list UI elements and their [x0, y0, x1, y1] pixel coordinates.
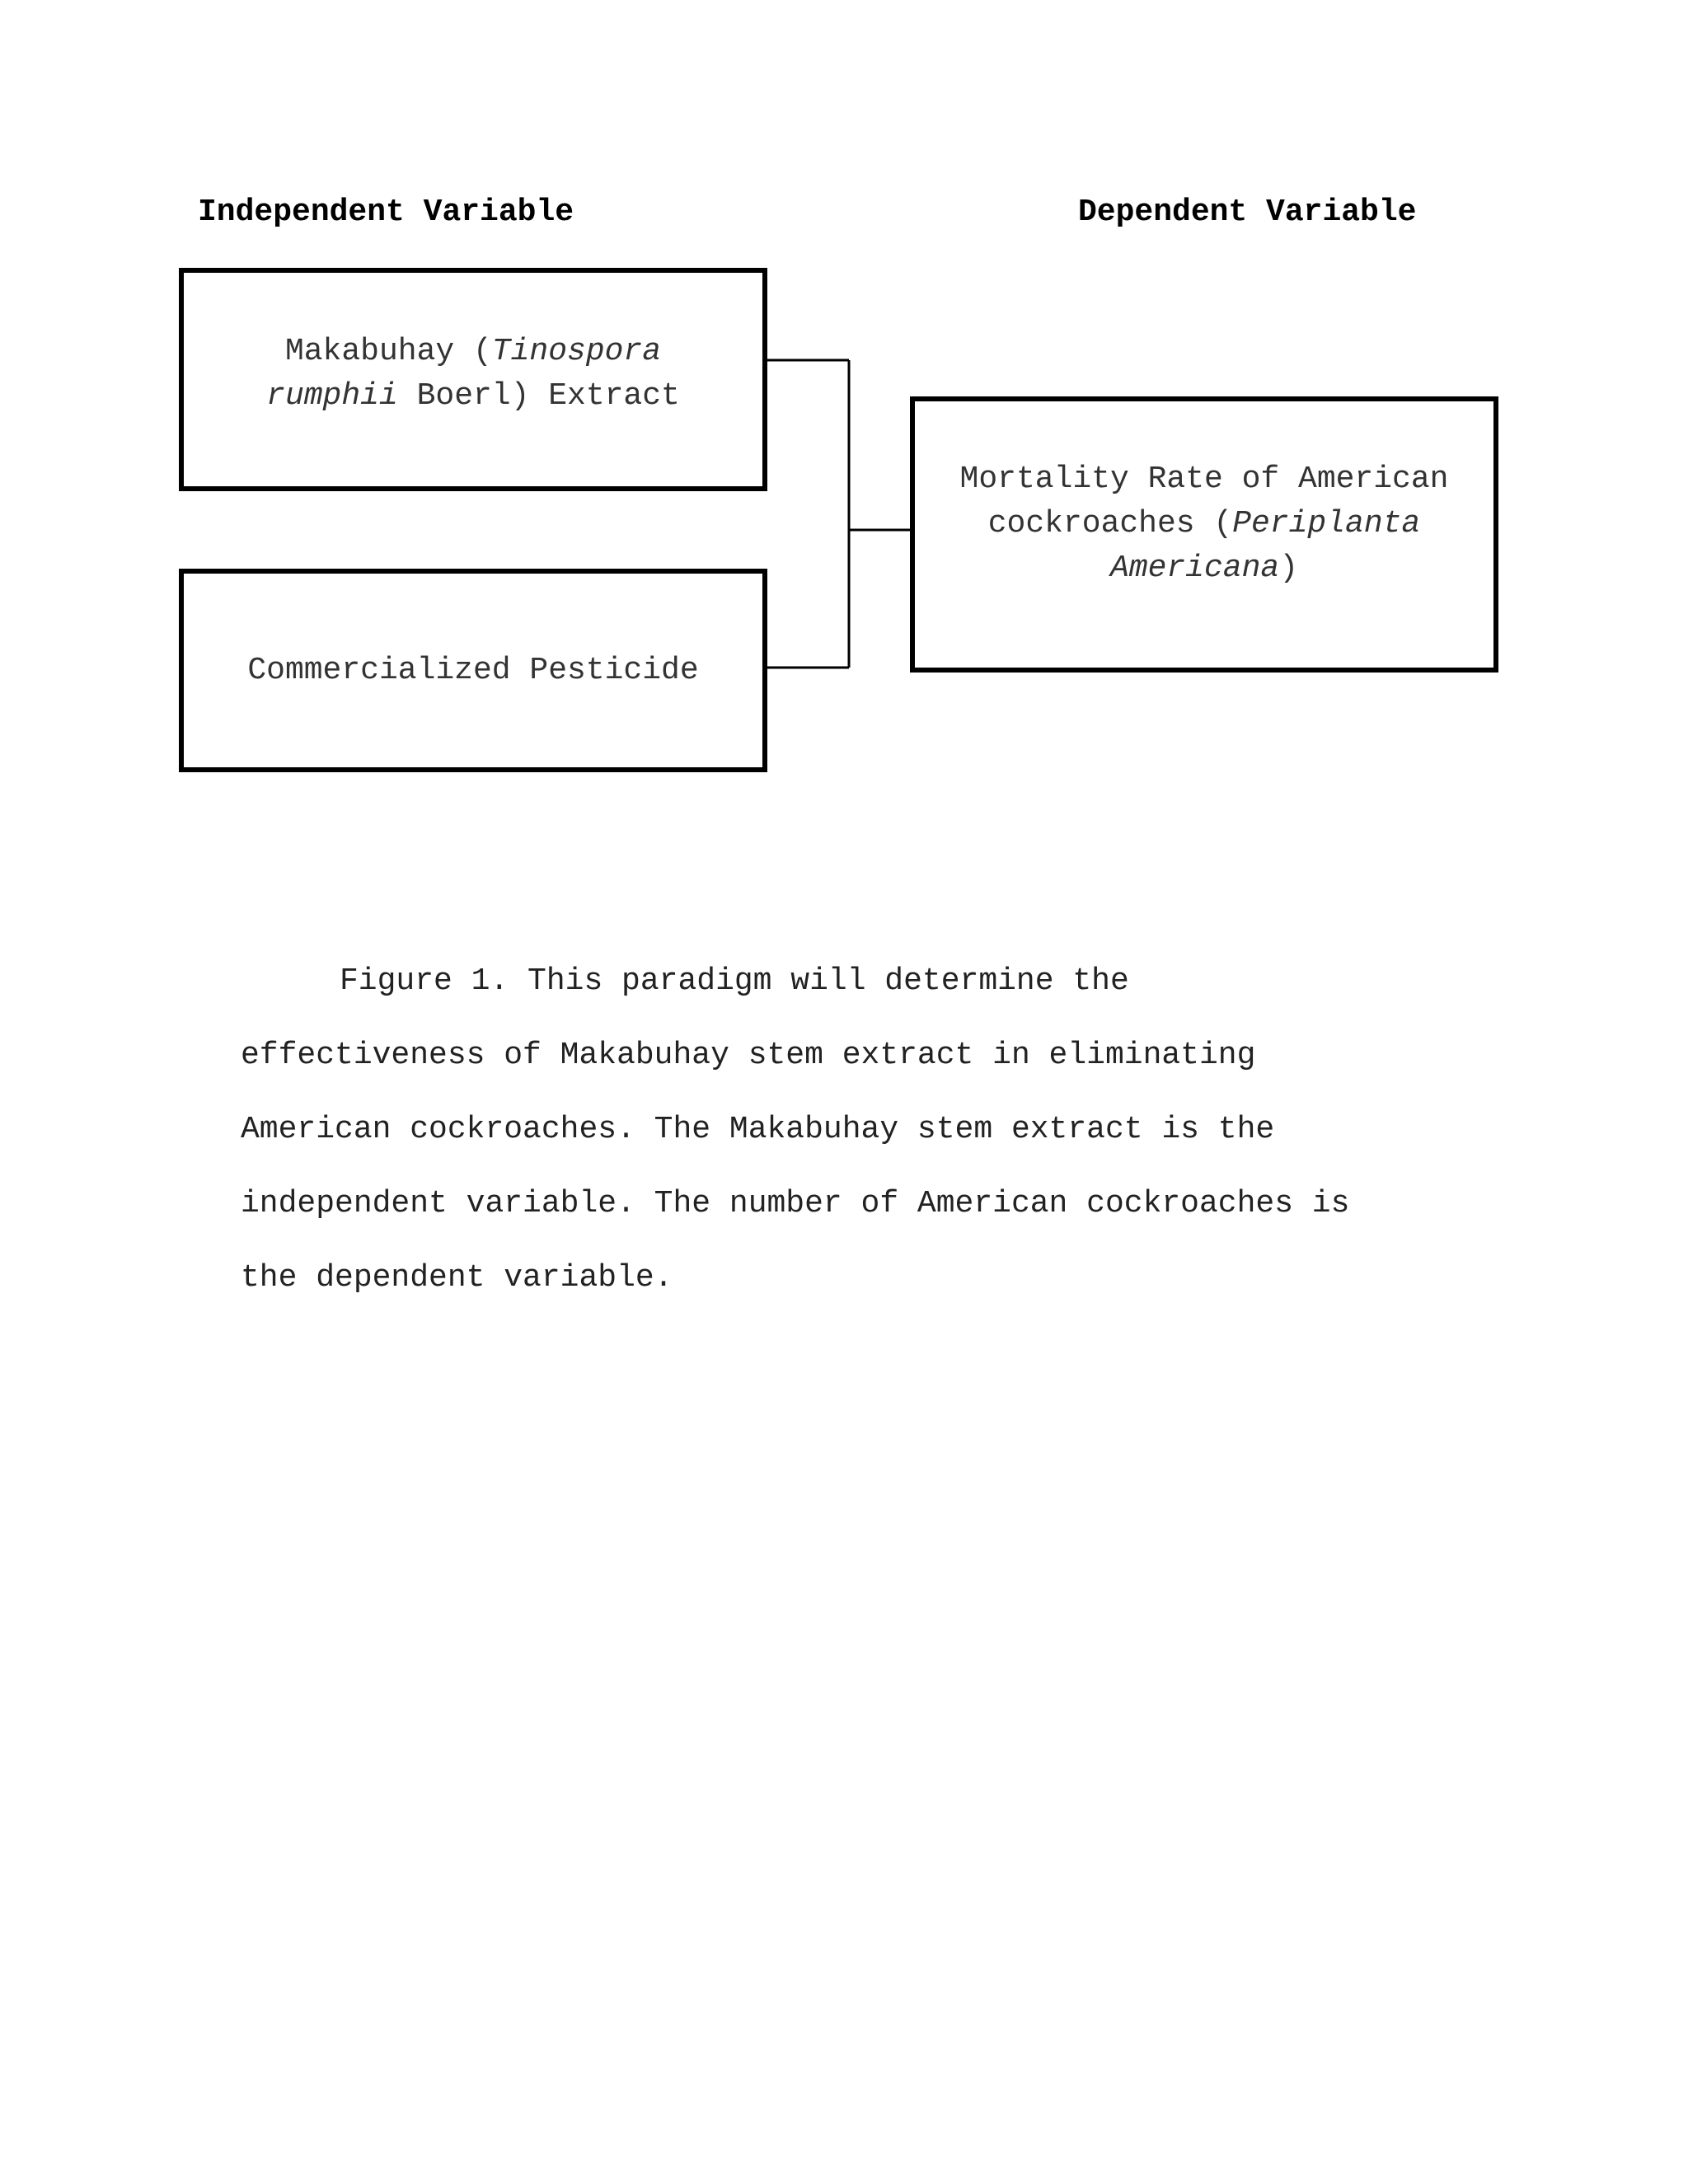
mortality-species: Americana — [1109, 550, 1280, 586]
makabuhay-genus: Tinospora — [491, 333, 662, 369]
caption-line-4: independent variable. The number of American cockroaches is — [241, 1186, 1350, 1221]
makabuhay-prefix: Makabuhay ( — [284, 333, 492, 369]
mortality-line1: Mortality Rate of American — [959, 461, 1449, 497]
makabuhay-suffix: Boerl) Extract — [397, 377, 680, 414]
dependent-variable-heading: Dependent Variable — [1078, 194, 1417, 230]
mortality-prefix: cockroaches ( — [987, 505, 1233, 541]
caption-line-3: American cockroaches. The Makabuhay stem extract is the — [241, 1112, 1275, 1147]
independent-variable-heading: Independent Variable — [198, 194, 574, 230]
makabuhay-species: rumphii — [266, 377, 398, 414]
caption-line-5: the dependent variable. — [241, 1260, 673, 1296]
connector-lines — [0, 0, 1688, 824]
caption-line-2: effectiveness of Makabuhay stem extract in eliminating — [241, 1038, 1256, 1073]
commercialized-pesticide-label: Commercialized Pesticide — [247, 652, 699, 688]
mortality-genus: Periplanta — [1232, 505, 1421, 541]
mortality-suffix: ) — [1279, 550, 1299, 586]
figure-caption — [241, 944, 1477, 1315]
caption-line-1: Figure 1. This paradigm will determine the — [340, 963, 1129, 999]
